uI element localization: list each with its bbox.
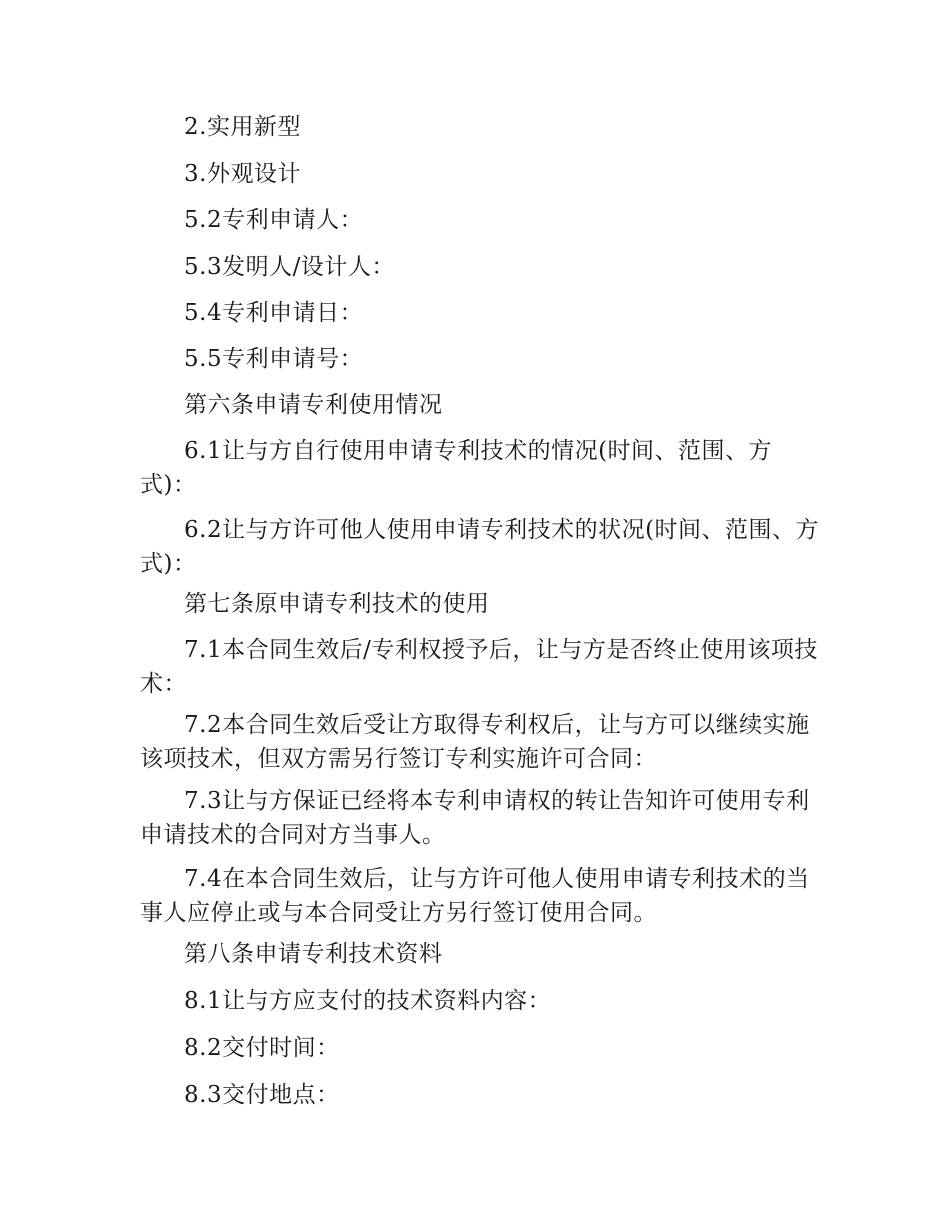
clause-8-1: 8.1让与方应支付的技术资料内容： xyxy=(184,988,552,1014)
clause-7-3: 7.3让与方保证已经将本专利申请权的转让告知许可使用专利申请技术的合同对方当事人。 xyxy=(140,788,810,848)
list-item-utility-model: 2.实用新型 xyxy=(184,114,301,140)
clause-7-2: 7.2本合同生效后受让方取得专利权后，让与方可以继续实施该项技术，但双方需另行签订专利实施许可合同： xyxy=(140,712,810,772)
clause-8-2: 8.2交付时间： xyxy=(184,1035,340,1061)
list-item-design: 3.外观设计 xyxy=(184,161,301,187)
clause-6-2: 6.2让与方许可他人使用申请专利技术的状况(时间、范围、方式)： xyxy=(140,517,820,577)
article-6-heading: 第六条申请专利使用情况 xyxy=(184,392,443,418)
clause-6-1: 6.1让与方自行使用申请专利技术的情况(时间、范围、方式)： xyxy=(140,438,773,498)
clause-7-4: 7.4在本合同生效后，让与方许可他人使用申请专利技术的当事人应停止或与本合同受让方另行签订使用合同。 xyxy=(140,866,810,926)
field-application-date: 5.4专利申请日： xyxy=(184,300,364,326)
article-8-heading: 第八条申请专利技术资料 xyxy=(184,941,443,967)
field-application-number: 5.5专利申请号： xyxy=(184,346,364,372)
field-inventor: 5.3发明人/设计人： xyxy=(184,254,395,280)
article-7-heading: 第七条原申请专利技术的使用 xyxy=(184,591,490,617)
field-patent-applicant: 5.2专利申请人： xyxy=(184,207,364,233)
clause-7-1: 7.1本合同生效后/专利权授予后，让与方是否终止使用该项技术： xyxy=(140,637,818,697)
clause-8-3: 8.3交付地点： xyxy=(184,1082,340,1108)
